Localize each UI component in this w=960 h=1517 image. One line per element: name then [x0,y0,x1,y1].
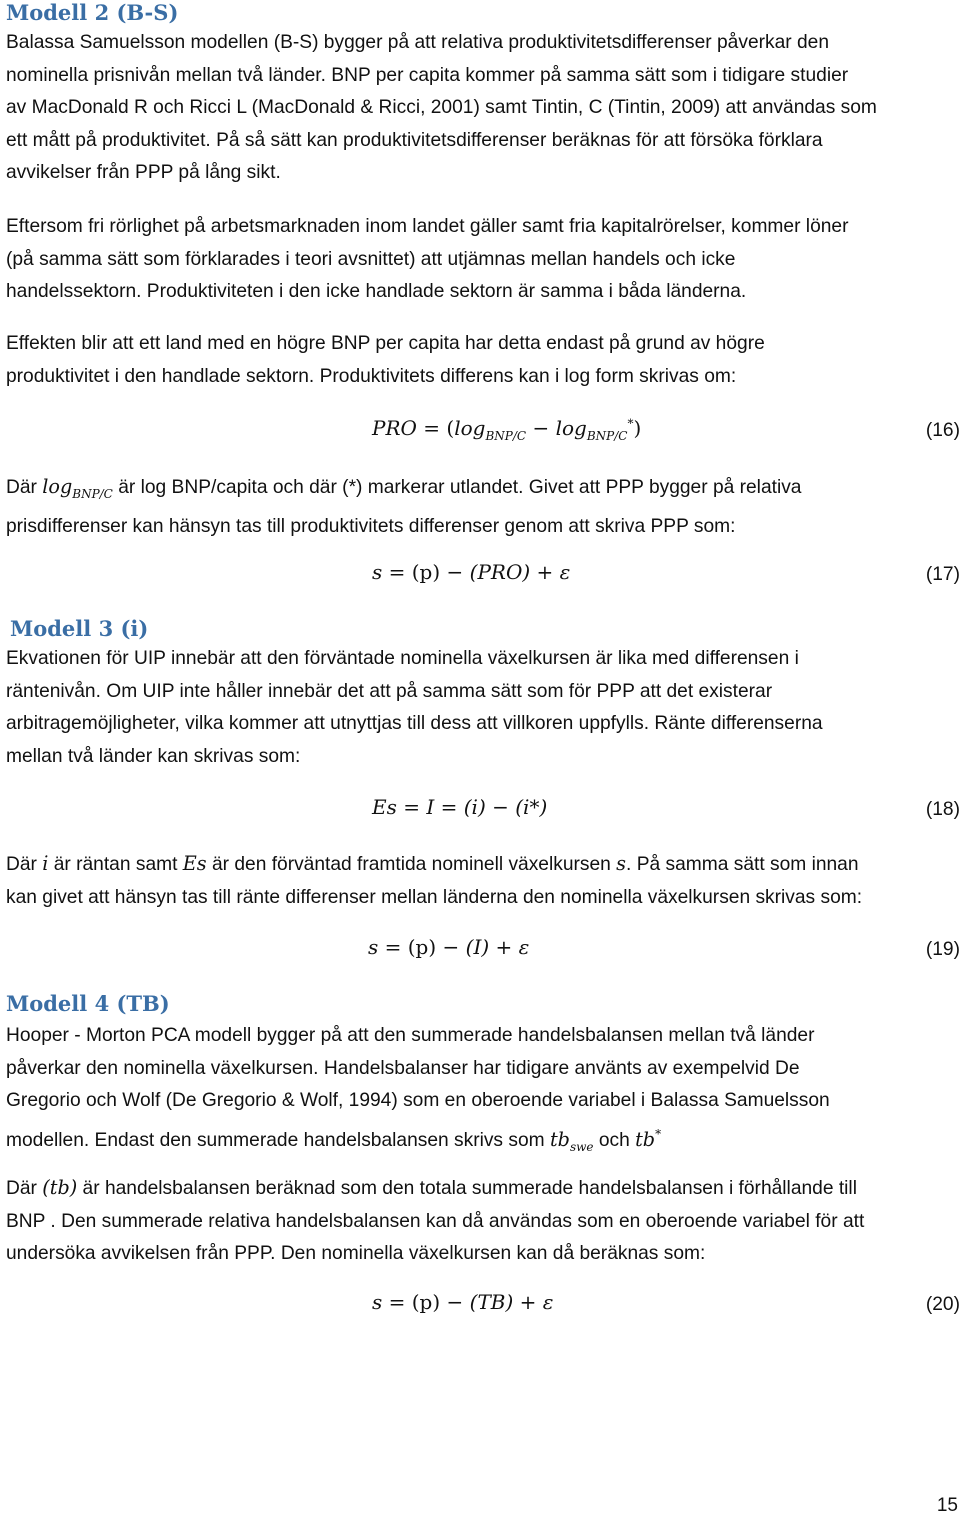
equation-19 [0,935,960,969]
text-span: Där [6,1178,43,1199]
eq-equals: = [388,1290,406,1314]
text-line: avvikelser från PPP på lång sikt. [6,162,281,183]
eq-minus: − [446,560,464,584]
math-subscript: swe [569,1139,594,1154]
text-line: Balassa Samuelsson modellen (B-S) bygger på att relativa produktivitetsdifferenser påverkar den [6,32,830,53]
text-line: Gregorio och Wolf (De Gregorio & Wolf, 1994) som en oberoende variabel i Balassa Samuelsson [6,1090,830,1111]
math-i: i [42,852,49,875]
equation-number: (20) [925,1294,960,1315]
text-line: Eftersom fri rörlighet på arbetsmarknaden inom landet gäller samt fria kapitalrörelser, kommer löner [6,216,849,237]
paragraph-dar-tb [6,1172,956,1271]
math-tb: tb [635,1127,656,1151]
text-line: räntenivån. Om UIP inte håller innebär det att på samma sätt som för PPP att det existerar [6,680,773,702]
eq-p: (p) [407,935,437,959]
eq-term: (TB) [469,1290,514,1314]
eq-subscript: BNP/C [586,429,628,443]
text-line [6,1172,956,1206]
equation-16 [0,416,960,450]
eq-lhs: PRO [372,416,417,440]
equation-18 [0,795,960,829]
eq-paren: ( [446,416,455,440]
eq-star: * [627,416,634,431]
text-line: prisdifferenser kan hänsyn tas till produktivitets differenser genom att skriva PPP som: [6,515,736,537]
equation-19-expression [368,935,529,959]
eq-s: s [368,935,379,959]
paragraph-uip [6,643,956,773]
equation-number: (16) [925,420,960,441]
eq-i: (i) [463,795,486,819]
text-line: av MacDonald R och Ricci L (MacDonald & Ricci, 2001) samt Tintin, C (Tintin, 2009) att användas som [6,97,877,118]
eq-term: (I) [465,935,490,959]
eq-equals: = [384,935,402,959]
eq-minus: − [492,795,509,819]
text-line: arbitragemöjligheter, vilka kommer att utnyttjas till dess att villkoren uppfylls. Ränte differenserna [6,713,823,734]
math-subscript: BNP/C [72,487,113,501]
equation-number: (17) [925,564,960,585]
eq-equals: = [423,416,441,440]
text-line: produktivitet i den handlade sektorn. Produktivitets differens kan i log form skrivas om: [6,365,737,387]
eq-s: s [372,1290,383,1314]
eq-es: Es [372,795,397,819]
text-line: handelssektorn. Produktiviteten i den icke handlade sektorn är samma i båda länderna. [6,281,747,302]
eq-equals: = [440,795,458,819]
paragraph-balassa-samuelsson [6,27,956,190]
eq-equals: = [388,560,406,584]
math-s: s [616,852,627,875]
eq-I: I [426,795,435,819]
eq-epsilon: ε [542,1290,554,1314]
text-line: nominella prisnivån mellan två länder. BNP per capita kommer på samma sätt som i tidigare studier [6,64,849,86]
text-span: och [593,1129,636,1151]
equation-number: (18) [925,799,960,820]
eq-plus: + [536,560,554,584]
math-tb: tb [549,1127,570,1151]
inline-math-tb-star [635,1128,661,1151]
text-line: mellan två länder kan skrivas som: [6,745,301,767]
heading-modell-3: Modell 3 (i) [10,616,149,641]
eq-minus: − [446,1290,464,1314]
text-span: är handelsbalansen beräknad som den totala summerade handelsbalansen i förhållande till [77,1178,857,1199]
equation-number: (19) [925,939,960,960]
eq-minus: − [442,935,460,959]
text-line: ett mått på produktivitet. På så sätt kan produktivitetsdifferenser beräknas för att försöka förklara [6,129,823,151]
math-tb: (tb) [42,1176,78,1199]
eq-term: (PRO) [469,560,531,584]
paragraph-dar-log [6,471,956,543]
eq-epsilon: ε [559,560,571,584]
eq-minus: − [532,416,550,440]
text-line: BNP . Den summerade relativa handelsbalansen kan då användas som en oberoende variabel för att [6,1210,865,1232]
heading-modell-4: Modell 4 (TB) [6,991,170,1016]
equation-20 [0,1290,960,1324]
eq-p: (p) [411,1290,441,1314]
text-span: Där [6,854,43,875]
inline-math-log [42,475,113,501]
equation-17 [0,560,960,594]
eq-subscript: BNP/C [485,429,527,443]
eq-plus: + [495,935,513,959]
text-line: kan givet att hänsyn tas till ränte differenser mellan länderna den nominella växelkursen skrivas som: [6,886,863,908]
paragraph-effekten [6,328,956,393]
math-star: * [655,1126,662,1141]
text-line: undersöka avvikelsen från PPP. Den nominella växelkursen kan då beräknas som: [6,1243,706,1264]
eq-istar: (i*) [515,795,548,819]
eq-paren: ) [633,416,642,440]
text-line: påverkar den nominella växelkursen. Handelsbalanser har tidigare använts av exempelvid De [6,1057,800,1079]
text-line [6,471,956,511]
text-span: . På samma sätt som innan [626,854,859,875]
eq-log: log [555,416,587,440]
eq-log: log [454,416,486,440]
text-span: Där [6,477,37,498]
equation-18-expression [372,795,547,819]
paragraph-fri-rorlighet [6,211,956,309]
eq-epsilon: ε [518,935,530,959]
text-span: är räntan samt [48,854,183,875]
text-span: är den förväntad framtida nominell växelkursen [206,854,617,875]
eq-plus: + [519,1290,537,1314]
math-es: Es [182,852,207,875]
equation-20-expression [372,1290,554,1314]
paragraph-dar-i [6,848,956,914]
eq-equals: = [403,795,420,819]
heading-modell-2: Modell 2 (B-S) [6,0,179,25]
text-span: modellen. Endast den summerade handelsbalansen skrivs som [6,1129,550,1151]
text-line: Hooper - Morton PCA modell bygger på att den summerade handelsbalansen mellan två länder [6,1025,815,1046]
equation-17-expression [372,560,570,584]
paragraph-hooper-morton [6,1020,956,1163]
text-line: Ekvationen för UIP innebär att den förväntade nominella växelkursen är lika med differensen i [6,648,799,669]
text-line: Effekten blir att ett land med en högre BNP per capita har detta endast på grund av högre [6,333,765,354]
inline-math-tb-swe [549,1127,594,1154]
text-span: är log BNP/capita och där (*) markerar utlandet. Givet att PPP bygger på relativa [112,477,802,498]
eq-p: (p) [411,560,441,584]
text-line [6,1118,956,1164]
text-line: (på samma sätt som förklarades i teori avsnittet) att utjämnas mellan handels och icke [6,248,736,270]
text-line [6,848,956,882]
page-number: 15 [936,1495,958,1516]
equation-16-expression [372,416,641,443]
math-log: log [42,475,73,498]
eq-s: s [372,560,383,584]
